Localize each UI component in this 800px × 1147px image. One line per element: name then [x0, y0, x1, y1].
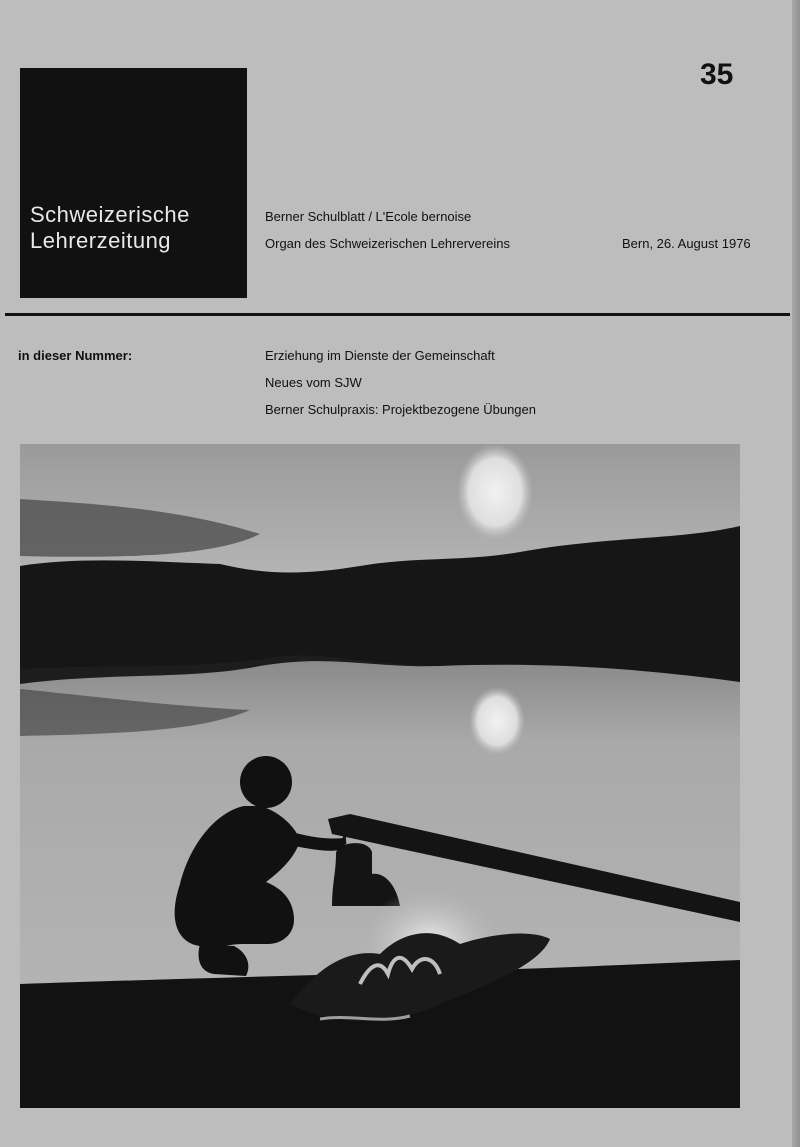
issue-number: 35 [700, 58, 734, 91]
contents-list [265, 348, 536, 429]
campfire-lake-photo-icon [20, 444, 740, 1108]
contents-item: Erziehung im Dienste der Gemeinschaft [265, 348, 495, 363]
contents-item: Berner Schulpraxis: Projektbezogene Übungen [265, 402, 537, 417]
issue-date: Bern, 26. August 1976 [622, 236, 751, 251]
masthead-title-line-2: Lehrerzeitung [30, 228, 172, 253]
contents-item: Neues vom SJW [265, 375, 362, 390]
header-divider [5, 313, 790, 316]
subtitle-line-2: Organ des Schweizerischen Lehrervereins [265, 236, 510, 251]
cover-photo [20, 444, 740, 1108]
masthead-block [20, 68, 247, 298]
page-edge-shadow [792, 0, 800, 1147]
masthead-title-line-1: Schweizerische [30, 202, 190, 227]
subtitle-line-1: Berner Schulblatt / L'Ecole bernoise [265, 209, 472, 224]
contents-label: in dieser Nummer: [18, 348, 133, 363]
